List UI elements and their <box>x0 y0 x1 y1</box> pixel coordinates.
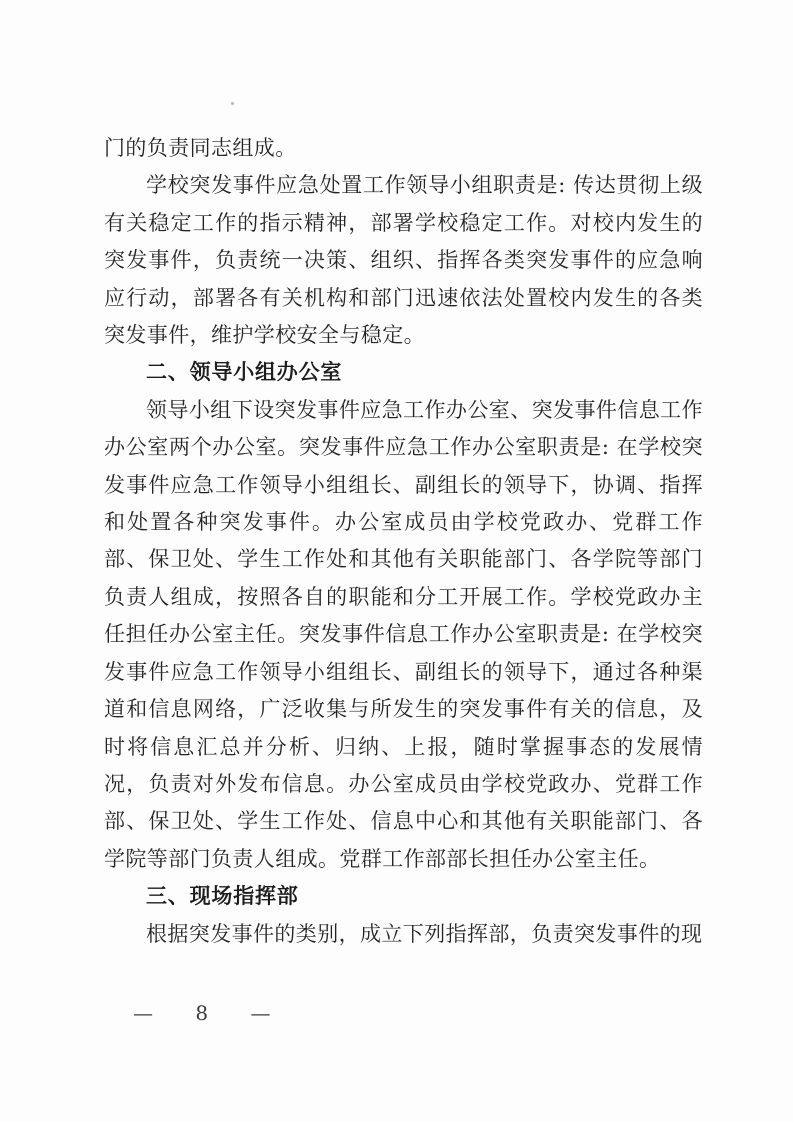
scan-speck <box>231 102 234 105</box>
section-heading: 二、领导小组办公室 <box>146 360 343 385</box>
document-body <box>104 130 703 953</box>
paragraph: 领导小组下设突发事件应急工作办公室、突发事件信息工作办公室两个办公室。突发事件应急工作办公室职责是: 在学校突发事件应急工作领导小组组长、副组长的领导下，协调、指挥和处置各种突发事件。办公室成员由学校党政办、党群工作部、保卫处、学生工作处和其他有关职能部门、各学院等部门负责人组成，按照各自的职能和分工开展工作。学校党政办主任担任办公室主任。突发事件信息工作办公室职责是: 在学校突发事件应急工作领导小组组长、副组长的领导下，通过各种渠道和信息网络，广泛收集与所发生的突发事件有关的信息，及时将信息汇总并分析、归纳、上报，随时掌握事态的发展情况，负责对外发布信息。办公室成员由学校党政办、党群工作部、保卫处、学生工作处、信息中心和其他有关职能部门、各学院等部门负责人组成。党群工作部部长担任办公室主任。 <box>104 397 703 871</box>
paragraph: 门的负责同志组成。 <box>104 136 297 160</box>
paragraph: 学校突发事件应急处置工作领导小组职责是: 传达贯彻上级有关稳定工作的指示精神，部署学校稳定工作。对校内发生的突发事件，负责统一决策、组织、指挥各类突发事件的应急响应行动，部署各有关机构和部门迅速依法处置校内发生的各类突发事件，维护学校安全与稳定。 <box>104 173 703 348</box>
paragraph: 根据突发事件的类别，成立下列指挥部，负责突发事件的现 <box>146 921 703 946</box>
page-number: — 8 — <box>133 1001 281 1025</box>
section-heading: 三、现场指挥部 <box>146 884 299 909</box>
